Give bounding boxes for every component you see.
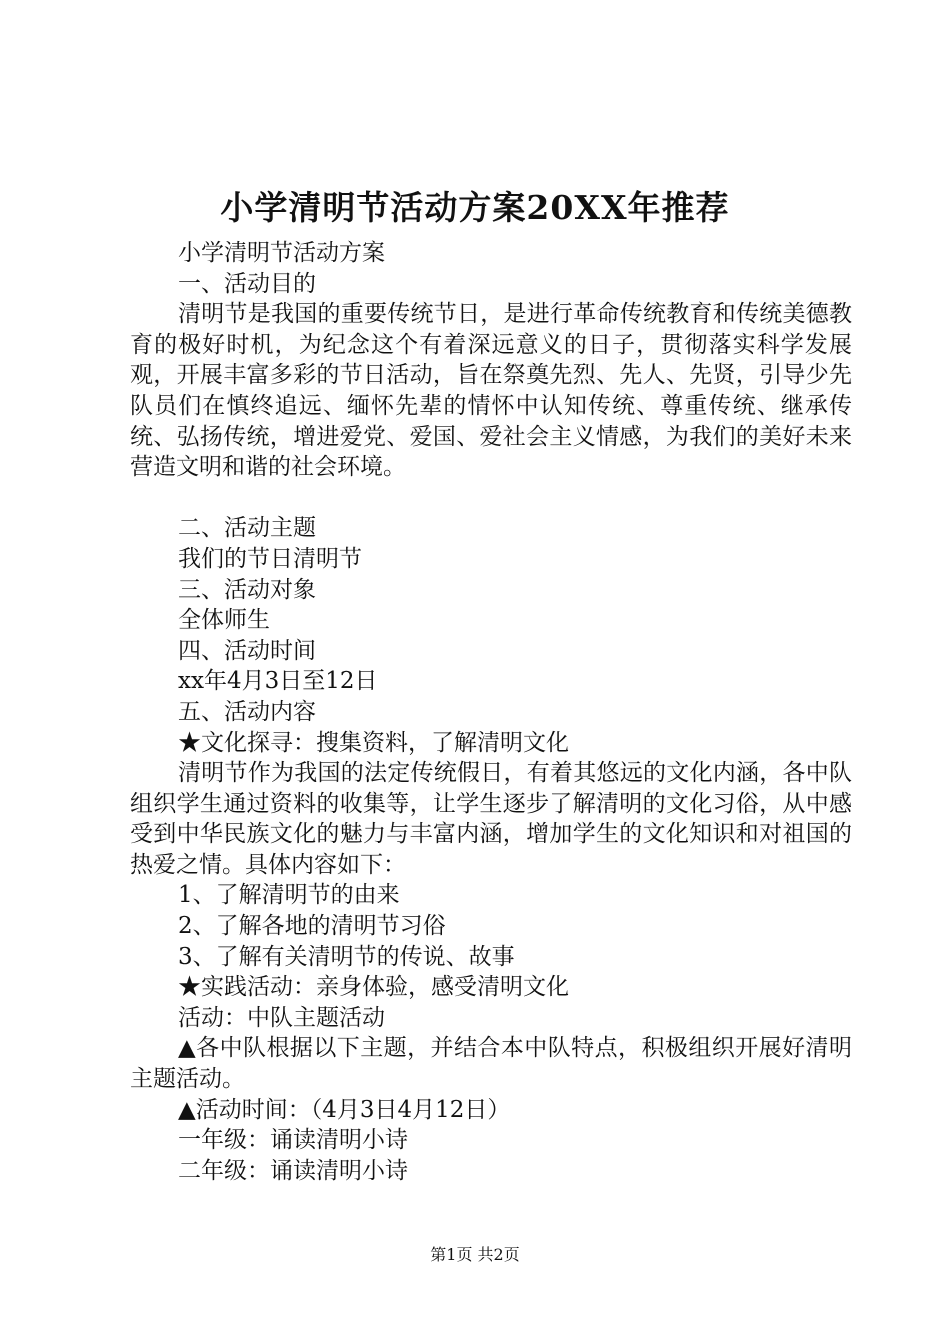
page-footer: 第1页 共2页 bbox=[430, 1245, 520, 1264]
content-item-culture-paragraph: 清明节作为我国的法定传统假日，有着其悠远的文化内涵，各中队组织学生通过资料的收集等，让学生逐步了解清明的文化习俗，从中感受到中华民族文化的魅力与丰富内涵，增加学生的文化知识和对祖国的热爱之情。具体内容如下： bbox=[130, 760, 852, 878]
grade-1-activity: 一年级：诵读清明小诗 bbox=[178, 1127, 408, 1154]
grade-2-activity: 二年级：诵读清明小诗 bbox=[178, 1157, 408, 1184]
audience-text: 全体师生 bbox=[178, 607, 270, 634]
content-item-culture-heading: ★文化探寻：搜集资料，了解清明文化 bbox=[178, 729, 569, 756]
document-body bbox=[130, 238, 852, 1186]
section-heading-time: 四、活动时间 bbox=[178, 637, 316, 664]
section-heading-audience: 三、活动对象 bbox=[178, 576, 316, 603]
theme-text: 我们的节日清明节 bbox=[178, 545, 362, 572]
section-heading-content: 五、活动内容 bbox=[178, 698, 316, 725]
practice-paragraph: ▲各中队根据以下主题，并结合本中队特点，积极组织开展好清明主题活动。 bbox=[130, 1035, 852, 1093]
document-title: 小学清明节活动方案20XX年推荐 bbox=[220, 188, 730, 227]
section-heading-purpose: 一、活动目的 bbox=[178, 270, 316, 297]
content-item-practice-heading: ★实践活动：亲身体验，感受清明文化 bbox=[178, 974, 569, 1001]
list-item: 3、了解有关清明节的传说、故事 bbox=[178, 943, 515, 970]
list-item: 2、了解各地的清明节习俗 bbox=[178, 913, 446, 940]
plan-subtitle: 小学清明节活动方案 bbox=[178, 240, 385, 266]
purpose-paragraph: 清明节是我国的重要传统节日，是进行革命传统教育和传统美德教育的极好时机，为纪念这个有着深远意义的日子，贯彻落实科学发展观，开展丰富多彩的节日活动，旨在祭奠先烈、先人、先贤，引导少先队员们在慎终追远、缅怀先辈的情怀中认知传统、尊重传统、继承传统、弘扬传统，增进爱党、爱国、爱社会主义情感，为我们的美好未来营造文明和谐的社会环境。 bbox=[130, 301, 852, 481]
section-heading-theme: 二、活动主题 bbox=[178, 515, 316, 542]
list-item: 1、了解清明节的由来 bbox=[178, 882, 400, 909]
practice-time: ▲活动时间：（4月3日4月12日） bbox=[178, 1096, 511, 1123]
time-text: xx年4月3日至12日 bbox=[178, 668, 378, 695]
practice-activity-label: 活动：中队主题活动 bbox=[178, 1004, 385, 1031]
paragraph-gap bbox=[130, 483, 852, 514]
